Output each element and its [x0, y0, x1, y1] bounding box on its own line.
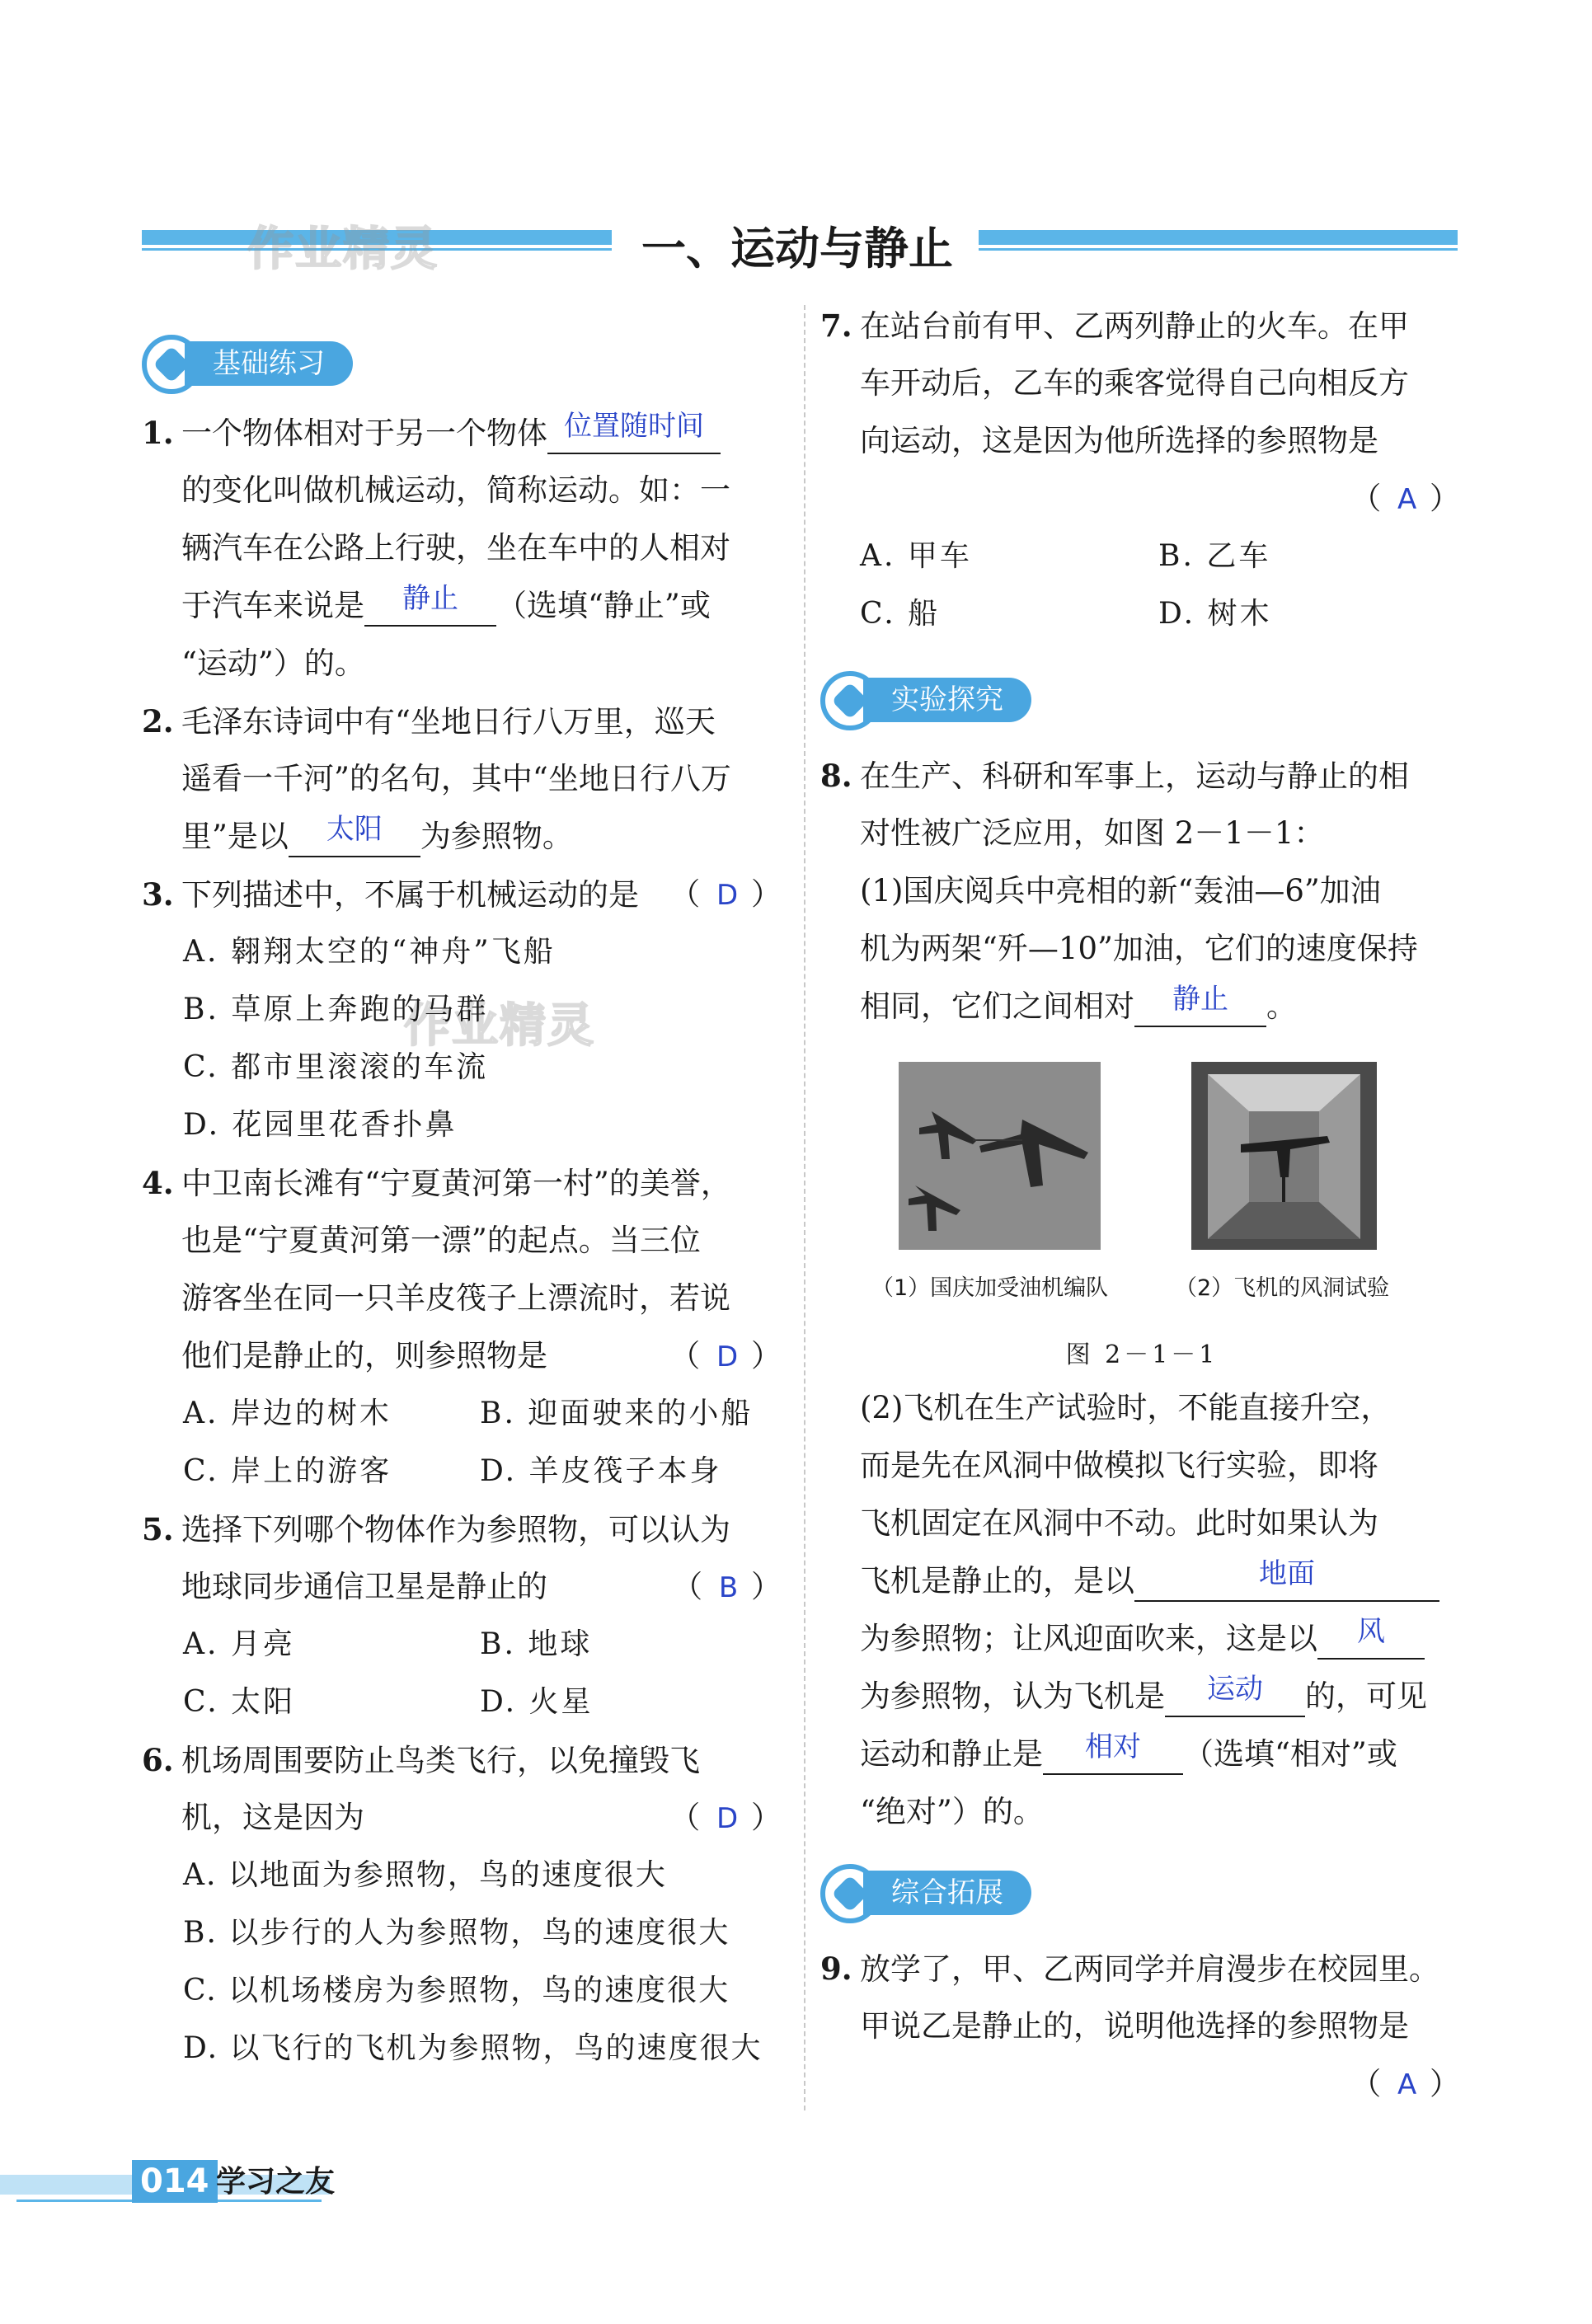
question-text: 为参照物，认为飞机是 [860, 1678, 1165, 1714]
option: D. 树木 [1158, 597, 1272, 631]
option: A. 月亮 [183, 1627, 295, 1661]
section-label: 实验探究 [863, 678, 1031, 722]
question-text: “绝对”）的。 [860, 1794, 1044, 1829]
question-6 [142, 1731, 785, 2078]
option: A. 以地面为参照物，鸟的速度很大 [183, 1858, 667, 1892]
question-text: 向运动，这是因为他所选择的参照物是 [860, 423, 1378, 458]
option: B. 草原上奔跑的马群 [183, 993, 489, 1026]
question-text: 也是“宁夏黄河第一漂”的起点。当三位 [181, 1223, 701, 1258]
question-text: 放学了，甲、乙两同学并肩漫步在校园里。 [860, 1951, 1439, 1987]
question-number: 9. [820, 1951, 852, 1987]
question-text: 机场周围要防止鸟类飞行，以免撞毁飞 [181, 1743, 700, 1778]
answer-bracket: （ D ） [669, 876, 785, 912]
figure-caption: （1）国庆加受油机编队 [871, 1275, 1109, 1301]
question-text: 对性被广泛应用，如图 2－1－1： [860, 815, 1325, 851]
question-text: (2)飞机在生产试验时，不能直接升空， [860, 1390, 1392, 1425]
question-text: 为参照物；让风迎面吹来，这是以 [860, 1621, 1317, 1656]
answer-text: 静止 [402, 582, 458, 615]
answer-blank [1165, 1673, 1305, 1717]
question-number: 6. [142, 1742, 174, 1778]
answer-choice: D [716, 879, 739, 912]
section-badge-basic [142, 330, 785, 404]
question-text: 里”是以 [181, 819, 289, 854]
question-text: 飞机固定在风洞中不动。此时如果认为 [860, 1505, 1378, 1541]
question-text: 而是先在风洞中做模拟飞行实验，即将 [860, 1448, 1378, 1483]
header-bar-right [979, 230, 1458, 245]
question-text: （选填“静止”或 [496, 588, 711, 623]
answer-text: 运动 [1207, 1673, 1263, 1706]
question-9 [820, 1940, 1463, 2113]
option: D. 花园里花香扑鼻 [183, 1108, 458, 1142]
answer-blank [364, 582, 496, 627]
answer-choice: D [716, 1340, 739, 1373]
option: D. 火星 [480, 1685, 594, 1719]
option: C. 岸上的游客 [183, 1454, 392, 1488]
answer-choice: B [718, 1571, 739, 1604]
watermark: 作业精灵 [404, 999, 595, 1053]
header-rule-right [979, 248, 1458, 251]
answer-bracket: （ A ） [1350, 481, 1463, 516]
question-text: 下列描述中，不属于机械运动的是 [181, 877, 639, 913]
answer-text: 静止 [1172, 983, 1228, 1016]
wind-tunnel-icon [1191, 1062, 1377, 1250]
answer-bracket: （ A ） [1350, 2066, 1463, 2101]
question-text: 在站台前有甲、乙两列静止的火车。在甲 [860, 308, 1409, 344]
option: D. 以飞行的飞机为参照物，鸟的速度很大 [183, 2031, 763, 2065]
book-brand: 学习之友 [216, 2164, 336, 2199]
question-text: 一个物体相对于另一个物体 [181, 416, 547, 451]
answer-text: 地面 [1259, 1557, 1315, 1590]
question-text: 甲说乙是静止的，说明他选择的参照物是 [860, 2008, 1409, 2044]
question-number: 3. [142, 876, 174, 913]
question-text: 机，这是因为 [181, 1800, 364, 1835]
question-8 [820, 747, 1463, 1841]
chapter-title: 一、运动与静止 [641, 223, 953, 275]
page-footer [0, 2143, 346, 2218]
option: C. 以机场楼房为参照物，鸟的速度很大 [183, 1974, 730, 2007]
figure-caption: （2）飞机的风洞试验 [1175, 1275, 1390, 1301]
question-text: 的，可见 [1305, 1678, 1427, 1714]
question-2 [142, 693, 785, 866]
option: C. 太阳 [183, 1685, 296, 1719]
aircraft-icon [899, 1062, 1101, 1250]
question-text: “运动”）的。 [181, 646, 365, 681]
option: D. 羊皮筏子本身 [480, 1454, 722, 1488]
answer-text: 相对 [1085, 1730, 1141, 1763]
refueling-formation-photo [899, 1062, 1101, 1250]
figure-number: 图 2－1－1 [1065, 1340, 1219, 1369]
answer-bracket: （ D ） [669, 1338, 785, 1373]
answer-text: 太阳 [326, 813, 383, 846]
option: B. 乙车 [1158, 539, 1271, 573]
left-column [142, 330, 785, 2078]
question-text: 在生产、科研和军事上，运动与静止的相 [860, 758, 1409, 794]
question-text: 中卫南长滩有“宁夏黄河第一村”的美誉， [181, 1166, 731, 1201]
question-number: 8. [820, 758, 852, 794]
question-text: (1)国庆阅兵中亮相的新“轰油—6”加油 [860, 873, 1381, 908]
question-text: 机为两架“歼—10”加油，它们的速度保持 [860, 931, 1418, 966]
question-number: 2. [142, 703, 174, 739]
question-text: 为参照物。 [420, 819, 573, 854]
question-text: 他们是静止的，则参照物是 [181, 1338, 547, 1373]
section-badge-extension [820, 1859, 1463, 1933]
question-text: 辆汽车在公路上行驶，坐在车中的人相对 [181, 530, 730, 566]
section-label: 综合拓展 [863, 1871, 1031, 1915]
answer-choice: D [716, 1802, 739, 1835]
question-1 [142, 404, 785, 693]
question-4 [142, 1154, 785, 1500]
section-badge-experiment [820, 666, 1463, 740]
question-text: 游客坐在同一只羊皮筏子上漂流时，若说 [181, 1280, 730, 1316]
option: A. 甲车 [860, 539, 972, 573]
figure-2-1-1 [820, 1045, 1463, 1379]
answer-text: 位置随时间 [564, 410, 704, 443]
answer-blank [1317, 1615, 1425, 1660]
question-text: 。 [1266, 988, 1297, 1024]
watermark: 作业精灵 [247, 223, 439, 276]
question-number: 7. [820, 308, 852, 344]
question-text: 飞机是静止的，是以 [860, 1563, 1134, 1599]
answer-choice: A [1397, 2068, 1417, 2101]
question-text: 的变化叫做机械运动，简称运动。如：一 [181, 472, 730, 508]
option: B. 迎面驶来的小船 [480, 1397, 754, 1430]
question-text: 选择下列哪个物体作为参照物，可以认为 [181, 1512, 730, 1547]
answer-text: 风 [1357, 1615, 1385, 1648]
option: C. 船 [860, 597, 941, 631]
section-label: 基础练习 [185, 341, 353, 386]
answer-blank [1134, 983, 1266, 1027]
question-text: 遥看一千河”的名句，其中“坐地日行八万 [181, 761, 731, 796]
page-number: 014 [132, 2160, 218, 2203]
question-text: （选填“相对”或 [1183, 1736, 1397, 1772]
question-text: 地球同步通信卫星是静止的 [181, 1569, 547, 1604]
answer-blank [547, 410, 721, 454]
answer-bracket: （ D ） [669, 1800, 785, 1835]
answer-choice: A [1397, 483, 1417, 516]
option: A. 翱翔太空的“神舟”飞船 [183, 935, 556, 969]
question-number: 1. [142, 415, 174, 451]
question-text: 相同，它们之间相对 [860, 988, 1134, 1024]
right-column [820, 297, 1463, 2113]
answer-bracket: （ B ） [672, 1569, 785, 1604]
column-divider [804, 305, 805, 2110]
answer-blank [1043, 1730, 1183, 1775]
question-number: 4. [142, 1165, 174, 1201]
option: C. 都市里滚滚的车流 [183, 1050, 489, 1084]
answer-blank [289, 813, 420, 857]
question-5 [142, 1500, 785, 1731]
question-number: 5. [142, 1511, 174, 1547]
question-7 [820, 297, 1463, 643]
option: A. 岸边的树木 [183, 1397, 392, 1430]
question-text: 运动和静止是 [860, 1736, 1043, 1772]
option: B. 以步行的人为参照物，鸟的速度很大 [183, 1916, 730, 1950]
option: B. 地球 [480, 1627, 593, 1661]
question-text: 车开动后，乙车的乘客觉得自己向相反方 [860, 365, 1409, 401]
wind-tunnel-photo [1191, 1062, 1377, 1250]
answer-blank [1134, 1557, 1439, 1602]
question-text: 毛泽东诗词中有“坐地日行八万里，巡天 [181, 704, 716, 739]
question-text: 于汽车来说是 [181, 588, 364, 623]
question-3 [142, 866, 785, 1154]
